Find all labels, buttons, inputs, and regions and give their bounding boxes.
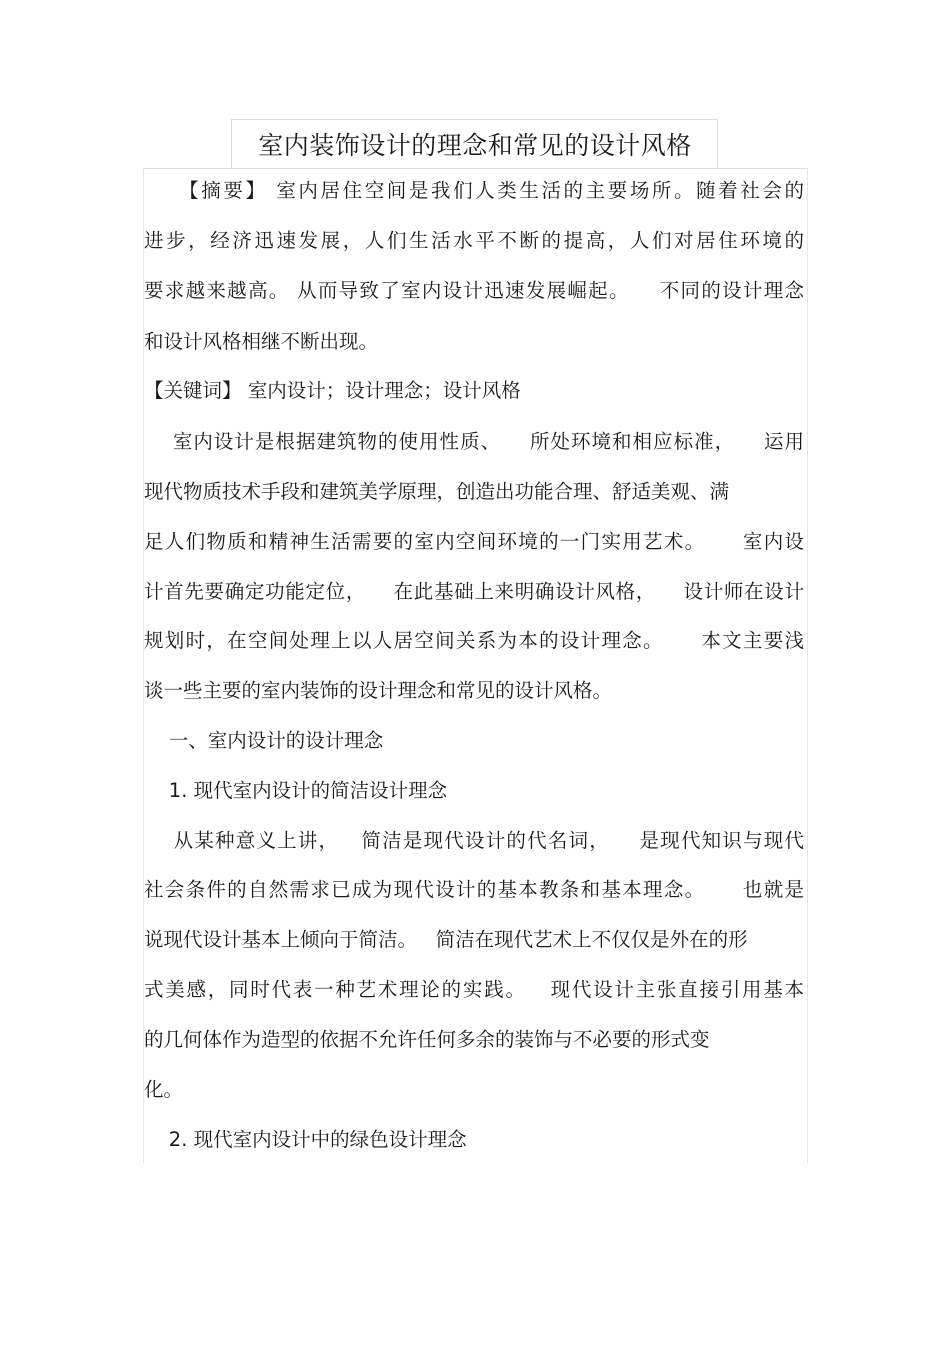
paragraph-line: 说现代设计基本上倾向于简洁。 简洁在现代艺术上不仅仅是外在的形 xyxy=(144,928,748,951)
paragraph-line: 要求越来越高。 从而导致了室内设计迅速发展崛起。 不同的设计理念 xyxy=(144,279,804,302)
subsection-heading: 2. 现代室内设计中的绿色设计理念 xyxy=(144,1128,467,1151)
paragraph-line: 【摘要】 室内居住空间是我们人类生活的主要场所。随着社会的 xyxy=(144,179,804,202)
paragraph-line: 从某种意义上讲， 简洁是现代设计的代名词， 是现代知识与现代 xyxy=(144,829,804,852)
paragraph-line: 式美感，同时代表一种艺术理论的实践。 现代设计主张直接引用基本 xyxy=(144,978,804,1001)
document-title: 室内装饰设计的理念和常见的设计风格 xyxy=(258,131,692,160)
body-frame xyxy=(143,168,808,1163)
paragraph-line: 规划时，在空间处理上以人居空间关系为本的设计理念。 本文主要浅 xyxy=(144,629,804,652)
keywords-line: 【关键词】 室内设计；设计理念；设计风格 xyxy=(144,379,521,402)
paragraph-line: 和设计风格相继不断出现。 xyxy=(144,330,379,353)
paragraph-line: 计首先要确定功能定位， 在此基础上来明确设计风格， 设计师在设计 xyxy=(144,580,804,603)
paragraph-line: 的几何体作为造型的依据不允许任何多余的装饰与不必要的形式变 xyxy=(144,1028,710,1051)
section-heading: 一、室内设计的设计理念 xyxy=(144,729,384,752)
paragraph-line: 进步，经济迅速发展，人们生活水平不断的提高，人们对居住环境的 xyxy=(144,229,804,252)
paragraph-line: 室内设计是根据建筑物的使用性质、 所处环境和相应标准， 运用 xyxy=(144,430,804,453)
subsection-heading: 1. 现代室内设计的简洁设计理念 xyxy=(144,779,448,802)
paragraph-line: 谈一些主要的室内装饰的设计理念和常见的设计风格。 xyxy=(144,679,613,702)
paragraph-line: 社会条件的自然需求已成为现代设计的基本教条和基本理念。 也就是 xyxy=(144,878,804,901)
paragraph-line: 化。 xyxy=(144,1078,184,1101)
paragraph-line: 足人们物质和精神生活需要的室内空间环境的一门实用艺术。 室内设 xyxy=(144,530,804,553)
paragraph-line: 现代物质技术手段和建筑美学原理，创造出功能合理、舒适美观、满 xyxy=(144,480,730,503)
